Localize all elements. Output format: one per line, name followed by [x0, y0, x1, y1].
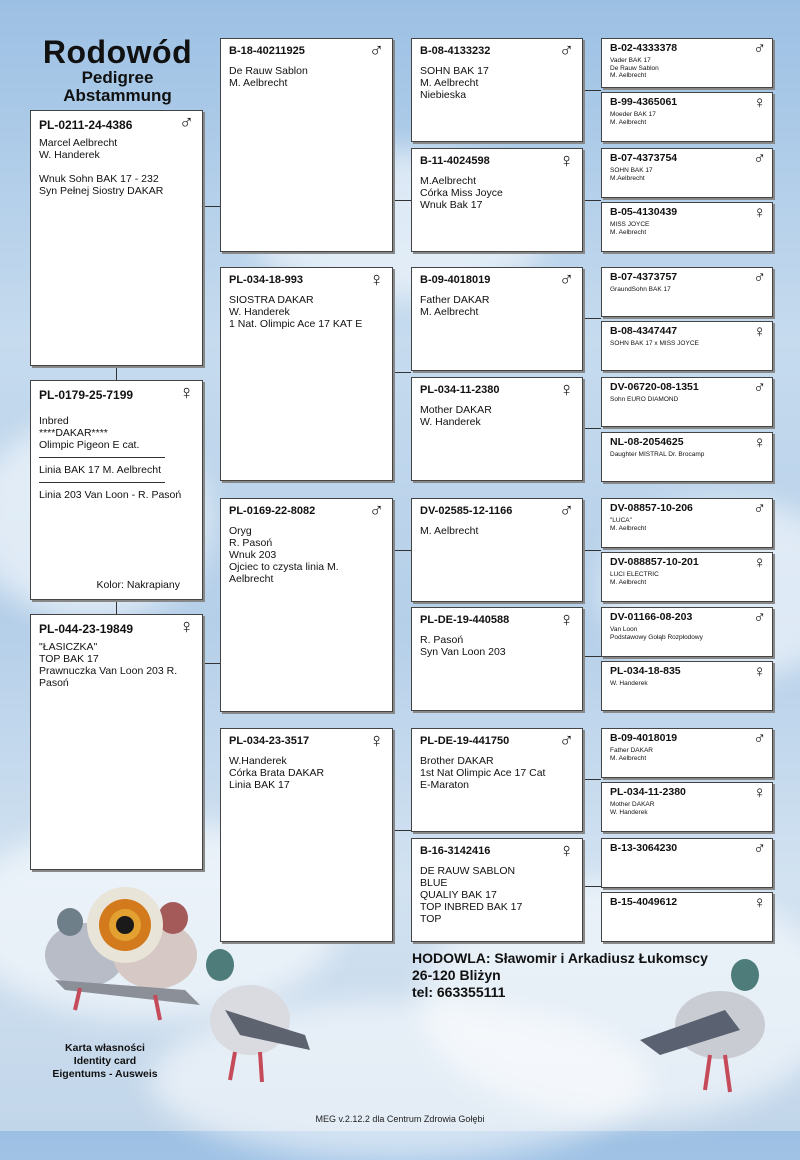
- ancestor-card[interactable]: [601, 498, 773, 548]
- ring-number: B-09-4018019: [420, 274, 491, 286]
- ancestor-line: Oryg: [229, 525, 252, 537]
- ring-number: B-18-40211925: [229, 45, 305, 57]
- male-icon: ♂: [179, 112, 194, 134]
- sibling-line: TOP BAK 17: [39, 653, 99, 665]
- info-line: Inbred: [39, 415, 69, 427]
- female-icon: ♀: [753, 433, 766, 452]
- ancestor-line: SOHN BAK 17 x MISS JOYCE: [610, 340, 699, 347]
- ancestor-line: M. Aelbrecht: [610, 72, 647, 79]
- ring-number: B-07-4373754: [610, 152, 678, 164]
- ancestor-line: MISS JOYCE: [610, 221, 650, 228]
- breeder-phone: tel: 663355111: [412, 984, 506, 1000]
- ring-number: B-08-4347447: [610, 325, 678, 337]
- ancestor-card[interactable]: [411, 148, 583, 252]
- ancestor-line: M. Aelbrecht: [420, 306, 479, 318]
- female-icon: ♀: [369, 730, 384, 752]
- ancestor-card[interactable]: [220, 267, 393, 481]
- ring-number: PL-034-11-2380: [420, 384, 500, 396]
- ancestor-line: Brother DAKAR: [420, 755, 494, 767]
- ancestor-card[interactable]: [601, 148, 773, 198]
- pigeon-line: Syn Pełnej Siostry DAKAR: [39, 185, 164, 197]
- female-icon: ♀: [179, 382, 194, 404]
- male-icon: ♂: [559, 730, 574, 752]
- female-icon: ♀: [559, 609, 574, 631]
- male-icon: ♂: [753, 499, 766, 518]
- ancestor-line: M. Aelbrecht: [420, 525, 479, 537]
- ancestor-line: Podstawowy Gołąb Rozpłodowy: [610, 633, 703, 641]
- ancestor-line: W. Handerek: [610, 808, 648, 816]
- ancestor-line: M. Aelbrecht: [610, 524, 647, 532]
- connector-line: [583, 90, 601, 91]
- ring-number: B-15-4049612: [610, 896, 678, 908]
- ring-number: PL-034-23-3517: [229, 735, 310, 747]
- male-icon: ♂: [559, 500, 574, 522]
- connector-line: [393, 830, 411, 831]
- sibling-line: "ŁASICZKA": [39, 641, 98, 653]
- male-icon: ♂: [753, 149, 766, 168]
- male-icon: ♂: [753, 378, 766, 397]
- info-line: Olimpic Pigeon E cat.: [39, 439, 140, 451]
- ring-number: PL-034-18-835: [610, 665, 681, 677]
- ancestor-line: Father DAKAR: [420, 294, 490, 306]
- ring-number: B-09-4018019: [610, 732, 678, 744]
- ring-number: B-99-4365061: [610, 96, 678, 108]
- connector-line: [583, 318, 601, 319]
- female-icon: ♀: [753, 93, 766, 112]
- info-line: Linia BAK 17 M. Aelbrecht: [39, 464, 161, 476]
- connector-line: [583, 886, 601, 887]
- connector-line: [116, 600, 117, 614]
- ancestor-card[interactable]: [601, 892, 773, 942]
- sibling-line: Prawnuczka Van Loon 203 R.: [39, 665, 178, 677]
- ancestor-card[interactable]: [411, 838, 583, 942]
- connector-line: [393, 550, 411, 551]
- ancestor-line: Syn Van Loon 203: [420, 646, 506, 658]
- ancestor-card[interactable]: [601, 782, 773, 832]
- divider: [39, 451, 165, 458]
- ancestor-card[interactable]: [601, 432, 773, 482]
- ancestor-card[interactable]: [220, 38, 393, 252]
- ring-number: B-02-4333378: [610, 42, 678, 54]
- female-icon: ♀: [753, 662, 766, 681]
- ancestor-line: Vader BAK 17: [610, 57, 651, 64]
- ancestor-line: Wnuk 203: [229, 549, 277, 561]
- connector-line: [393, 372, 411, 373]
- ring-number: PL-0179-25-7199: [39, 388, 134, 402]
- male-icon: ♂: [753, 39, 766, 58]
- ancestor-line: De Rauw Sablon: [229, 65, 308, 77]
- ancestor-card[interactable]: [220, 498, 393, 712]
- ancestor-card[interactable]: [601, 267, 773, 317]
- sibling-line: Pasoń: [39, 677, 69, 689]
- female-icon: ♀: [753, 893, 766, 912]
- ancestor-card[interactable]: [601, 202, 773, 252]
- ancestor-line: Córka Brata DAKAR: [229, 767, 325, 779]
- breeder-name: HODOWLA: Sławomir i Arkadiusz Łukomscy: [412, 950, 708, 966]
- pigeon-line: Marcel Aelbrecht: [39, 137, 118, 149]
- pigeon-card[interactable]: [30, 110, 203, 366]
- female-icon: ♀: [369, 269, 384, 291]
- pigeon-illustration-middle: [190, 940, 320, 1090]
- ancestor-line: Sohn EURO DIAMOND: [610, 396, 679, 403]
- pigeon-line: Wnuk Sohn BAK 17 - 232: [39, 173, 159, 185]
- male-icon: ♂: [559, 269, 574, 291]
- ancestor-card[interactable]: [411, 728, 583, 832]
- ring-number: PL-044-23-19849: [39, 622, 134, 636]
- connector-line: [202, 206, 220, 207]
- connector-line: [116, 366, 117, 380]
- ancestor-card[interactable]: [601, 661, 773, 711]
- ancestor-line: Wnuk Bak 17: [420, 199, 483, 211]
- ancestor-line: W. Handerek: [610, 680, 648, 687]
- connector-line: [583, 200, 601, 201]
- ancestor-line: M. Aelbrecht: [610, 228, 647, 236]
- ancestor-line: TOP: [420, 913, 442, 925]
- connector-line: [393, 200, 411, 201]
- male-icon: ♂: [559, 40, 574, 62]
- connector-line: [583, 428, 601, 429]
- ancestor-card[interactable]: [601, 552, 773, 602]
- ancestor-line: GraundSohn BAK 17: [610, 286, 671, 293]
- sibling-card[interactable]: [30, 614, 203, 870]
- ring-number: B-16-3142416: [420, 845, 491, 857]
- ancestor-line: BLUE: [420, 877, 448, 889]
- pigeon-line: W. Handerek: [39, 149, 100, 161]
- ancestor-line: Father DAKAR: [610, 747, 653, 754]
- ring-number: B-08-4133232: [420, 45, 491, 57]
- female-icon: ♀: [753, 553, 766, 572]
- ancestor-line: M.Aelbrecht: [420, 175, 477, 187]
- ancestor-line: QUALIY BAK 17: [420, 889, 497, 901]
- ancestor-line: LUCI ELECTRIC: [610, 571, 659, 578]
- male-icon: ♂: [753, 608, 766, 627]
- male-icon: ♂: [753, 729, 766, 748]
- ancestor-line: Aelbrecht: [229, 573, 274, 585]
- ancestor-line: W.Handerek: [229, 755, 287, 767]
- ancestor-card[interactable]: [601, 377, 773, 427]
- pigeon-line: [39, 161, 192, 173]
- ancestor-line: Linia BAK 17: [229, 779, 290, 791]
- ancestor-line: Mother DAKAR: [420, 404, 492, 416]
- ring-number: B-11-4024598: [420, 155, 490, 167]
- ring-number: DV-01166-08-203: [610, 611, 693, 623]
- ring-number: B-07-4373757: [610, 271, 678, 283]
- identity-line: Karta własności: [65, 1042, 145, 1054]
- connector-line: [583, 550, 601, 551]
- ancestor-line: E-Maraton: [420, 779, 470, 791]
- female-icon: ♀: [559, 150, 574, 172]
- ancestor-card[interactable]: [601, 321, 773, 371]
- ring-number: NL-08-2054625: [610, 436, 684, 448]
- ancestor-line: Daughter MISTRAL Dr. Brocamp: [610, 451, 705, 458]
- male-icon: ♂: [753, 268, 766, 287]
- male-icon: ♂: [753, 839, 766, 858]
- ancestor-card[interactable]: [601, 92, 773, 142]
- ancestor-card[interactable]: [411, 498, 583, 602]
- ancestor-line: SOHN BAK 17: [420, 65, 489, 77]
- ancestor-card[interactable]: [411, 377, 583, 481]
- ancestor-card[interactable]: [601, 728, 773, 778]
- male-icon: ♂: [369, 500, 384, 522]
- ring-number: DV-02585-12-1166: [420, 505, 513, 517]
- ancestor-line: Ojciec to czysta linia M.: [229, 561, 339, 573]
- ring-number: PL-0169-22-8082: [229, 505, 316, 517]
- identity-line: Eigentums - Ausweis: [52, 1068, 158, 1080]
- color-label: Kolor: Nakrapiany: [96, 579, 180, 591]
- breeder-address: 26-120 Bliżyn: [412, 967, 501, 983]
- ring-number: PL-0211-24-4386: [39, 118, 133, 132]
- female-icon: ♀: [559, 840, 574, 862]
- ring-number: B-13-3064230: [610, 842, 678, 854]
- ancestor-line: Van Loon: [610, 626, 638, 633]
- female-icon: ♀: [753, 322, 766, 341]
- ancestor-card[interactable]: [601, 38, 773, 88]
- ancestor-line: Niebieska: [420, 89, 467, 101]
- ancestor-line: R. Pasoń: [420, 634, 464, 646]
- ancestor-card[interactable]: [220, 728, 393, 942]
- female-icon: ♀: [179, 616, 194, 638]
- ancestor-card[interactable]: [601, 838, 773, 888]
- ancestor-line: M. Aelbrecht: [610, 578, 647, 586]
- identity-card-label: [20, 1042, 190, 1081]
- ancestor-line: SOHN BAK 17: [610, 167, 653, 174]
- footer-credit: MEG v.2.12.2 dla Centrum Zdrowia Gołębi: [315, 1114, 485, 1124]
- male-icon: ♂: [369, 40, 384, 62]
- page-title: Rodowód: [42, 34, 193, 70]
- ancestor-card[interactable]: [411, 267, 583, 371]
- ancestor-line: TOP INBRED BAK 17: [420, 901, 523, 913]
- connector-line: [583, 656, 601, 657]
- ancestor-line: Mother DAKAR: [610, 801, 655, 808]
- ancestor-line: Moeder BAK 17: [610, 111, 656, 118]
- breeder-info: [412, 950, 708, 1001]
- ancestor-line: W. Handerek: [229, 306, 290, 318]
- ancestor-line: W. Handerek: [420, 416, 481, 428]
- connector-line: [202, 663, 220, 664]
- ancestor-line: SIOSTRA DAKAR: [229, 294, 314, 306]
- female-icon: ♀: [753, 203, 766, 222]
- ancestor-card[interactable]: [411, 38, 583, 142]
- info-line: ****DAKAR****: [39, 427, 108, 439]
- ancestor-card[interactable]: [601, 607, 773, 657]
- ancestor-line: R. Pasoń: [229, 537, 273, 549]
- divider: [39, 476, 165, 483]
- ancestor-line: "LUCA": [610, 517, 632, 524]
- ancestor-line: 1st Nat Olimpic Ace 17 Cat: [420, 767, 546, 779]
- ancestor-line: M.Aelbrecht: [610, 174, 645, 182]
- ancestor-line: M. Aelbrecht: [610, 754, 647, 762]
- info-line: Linia 203 Van Loon - R. Pasoń: [39, 489, 182, 501]
- ring-number: PL-DE-19-440588: [420, 614, 510, 626]
- ancestor-line: 1 Nat. Olimpic Ace 17 KAT E: [229, 318, 363, 330]
- female-icon: ♀: [559, 379, 574, 401]
- ancestor-line: DE RAUW SABLON: [420, 865, 516, 877]
- ring-number: PL-DE-19-441750: [420, 735, 510, 747]
- page-subtitle-de: Abstammung: [63, 86, 172, 105]
- ancestor-line: M. Aelbrecht: [420, 77, 479, 89]
- ancestor-line: M. Aelbrecht: [610, 118, 647, 126]
- ring-number: B-05-4130439: [610, 206, 678, 218]
- ancestor-line: Córka Miss Joyce: [420, 187, 503, 199]
- ancestor-line: M. Aelbrecht: [229, 77, 288, 89]
- ring-number: DV-088857-10-201: [610, 556, 699, 568]
- info-card[interactable]: [30, 380, 203, 600]
- ring-number: PL-034-18-993: [229, 274, 303, 286]
- connector-line: [583, 779, 601, 780]
- ring-number: DV-08857-10-206: [610, 502, 693, 514]
- identity-line: Identity card: [73, 1055, 137, 1067]
- ring-number: PL-034-11-2380: [610, 786, 686, 798]
- page-subtitle-en: Pedigree: [81, 68, 154, 87]
- female-icon: ♀: [753, 783, 766, 802]
- ancestor-card[interactable]: [411, 607, 583, 711]
- ring-number: DV-06720-08-1351: [610, 381, 699, 393]
- ancestor-line: De Rauw Sablon: [610, 64, 659, 72]
